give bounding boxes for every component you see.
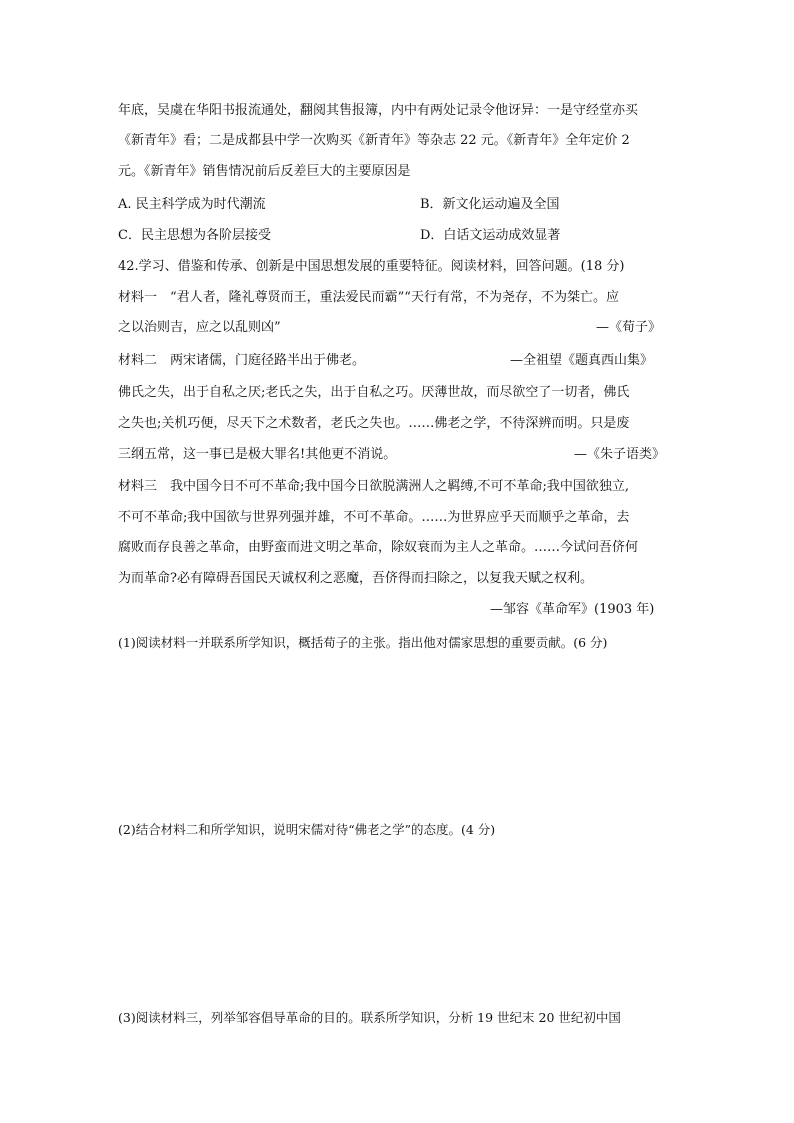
material-2-line-3: 之失也;关机巧便，尽天下之术数者，老氏之失也。……佛老之学，不待深辨而明。只是废 <box>118 416 630 431</box>
material-2-line-1: 材料二 两宋诸儒，门庭径路半出于佛老。 <box>118 353 366 368</box>
material-3-line-2: 不可不革命;我中国欲与世界列强并雄，不可不革命。……为世界应乎天而顺乎之革命，去 <box>118 510 630 525</box>
material-3-line-4: 为而革命?必有障碍吾国民天诚权利之恶魔，吾侪得而扫除之，以复我天赋之权利。 <box>118 571 593 586</box>
material-2-line-2: 佛氏之失，出于自私之厌;老氏之失，出于自私之巧。厌薄世故，而尽欲空了一切者，佛氏 <box>118 385 630 400</box>
option-d: D．白话文运动成效显著 <box>420 228 561 243</box>
intro-line-1: 年底，吴虞在华阳书报流通处，翻阅其售报簿，内中有两处记录令他讶异：一是守经堂亦买 <box>118 103 639 118</box>
material-1-line-1: 材料一 “君人者，隆礼尊贤而王，重法爱民而霸”“天行有常，不为尧存，不为桀亡。应 <box>118 290 619 305</box>
option-c: C．民主思想为各阶层接受 <box>118 228 271 243</box>
material-2-line-4: 三纲五常，这一事已是极大罪名!其他更不消说。 <box>118 447 397 462</box>
material-1-source: —《荀子》 <box>596 320 662 335</box>
material-3-line-3: 腐败而存良善之革命，由野蛮而进文明之革命，除奴衰而为主人之革命。……今试问吾侪何 <box>118 540 639 555</box>
option-b: B．新文化运动遍及全国 <box>420 197 560 212</box>
intro-line-3: 元。《新青年》销售情况前后反差巨大的主要原因是 <box>118 164 411 179</box>
question-2: (2)结合材料二和所学知识，说明宋儒对待“佛老之学”的态度。(4 分) <box>118 822 496 837</box>
intro-line-2: 《新青年》看；二是成都县中学一次购买《新青年》等杂志 22 元。《新青年》全年定价 2 <box>118 133 630 148</box>
option-a: A. 民主科学成为时代潮流 <box>118 197 266 212</box>
question-1: (1)阅读材料一并联系所学知识，概括荀子的主张。指出他对儒家思想的重要贡献。(6 分) <box>118 635 608 650</box>
material-2-source-1: —全祖望《题真西山集》 <box>510 353 654 368</box>
material-3-line-1: 材料三 我中国今日不可不革命;我中国今日欲脱满洲人之羁缚,不可不革命;我中国欲独立, <box>118 479 630 494</box>
question-42-stem: 42.学习、借鉴和传承、创新是中国思想发展的重要特征。阅读材料，回答问题。(18 分) <box>118 259 625 274</box>
question-3: (3)阅读材料三，列举邹容倡导革命的目的。联系所学知识，分析 19 世纪末 20 世纪初中国 <box>118 1010 621 1025</box>
material-1-line-2: 之以治则吉，应之以乱则凶” <box>118 320 281 335</box>
material-2-source-2: —《朱子语类》 <box>574 447 666 462</box>
material-3-source: —邹容《革命军》(1903 年) <box>490 602 655 617</box>
